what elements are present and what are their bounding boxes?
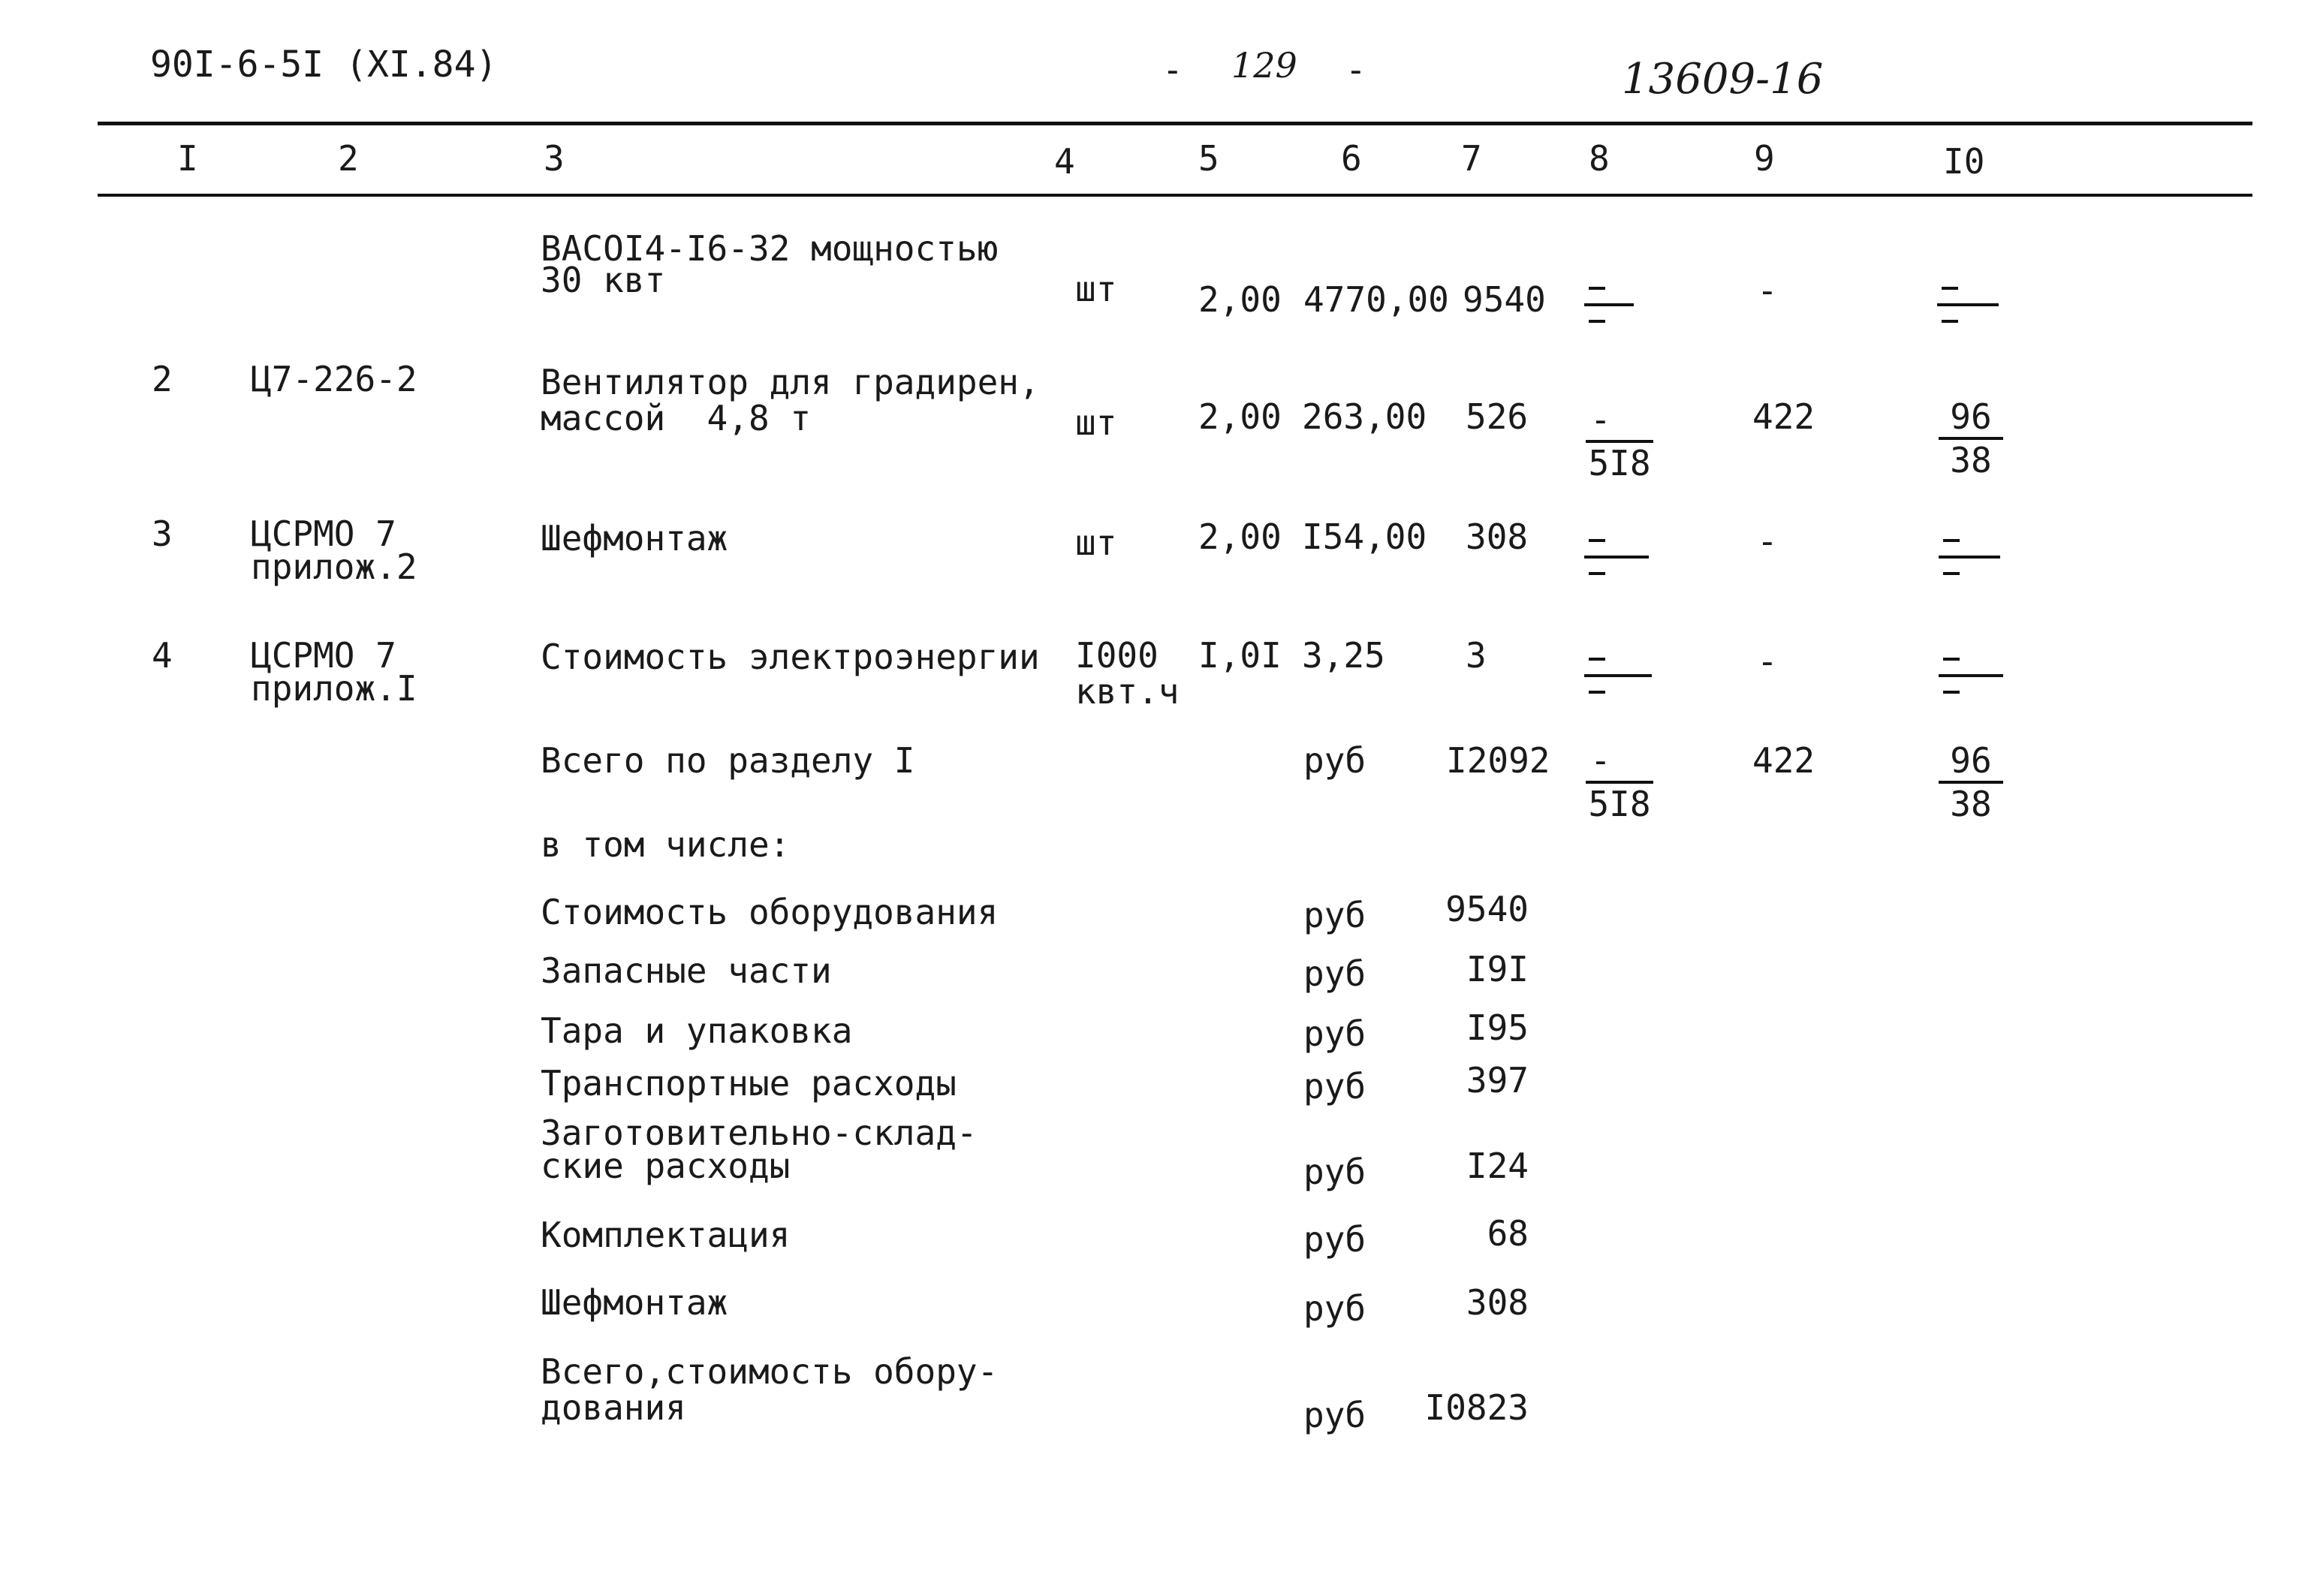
breakdown-unit: руб [1303,1066,1366,1107]
col-header-1: I [177,138,198,179]
fraction-numerator: 96 [1950,740,1992,781]
section-total-col10-fraction [1939,740,2003,824]
breakdown-label: Транспортные расходы [541,1063,957,1104]
col-header-8: 8 [1589,138,1610,179]
fraction-denominator: 38 [1950,784,1992,824]
row-col10-fraction [1939,396,2003,480]
section-total-col9: 422 [1752,740,1815,781]
row-total: 308 [1466,516,1529,557]
breakdown-value: I24 [1466,1146,1529,1186]
row-name-line1: Вентилятор для градирен, [541,362,1040,402]
section-total-value: I2092 [1446,740,1550,781]
empty-fraction-mark [1584,535,1652,580]
col-header-2: 2 [338,138,359,179]
breakdown-label: Шефмонтаж [541,1282,728,1323]
fraction-numerator: - [1590,740,1611,781]
page-dash-right: - [1345,50,1366,90]
fraction-denominator: 5I8 [1588,443,1651,483]
row-total: 9540 [1463,279,1546,320]
row-price: 4770,00 [1303,279,1449,320]
row-unit: шт [1075,269,1117,309]
col-header-4: 4 [1054,141,1075,182]
empty-fraction-mark [1584,282,1637,327]
breakdown-label-line2: ские расходы [541,1146,791,1186]
row-code-line1: ЦСРМО 7 [251,635,396,676]
breakdown-unit: руб [1303,953,1366,994]
breakdown-value: 9540 [1445,889,1529,929]
breakdown-label: Тара и упаковка [541,1010,853,1051]
row-price: I54,00 [1302,516,1427,557]
row-number: 4 [152,635,173,676]
row-col9: 422 [1752,396,1815,437]
row-col9: - [1757,521,1778,562]
col-header-6: 6 [1341,138,1362,179]
breakdown-value: 397 [1466,1060,1529,1101]
row-code: Ц7-226-2 [251,359,417,399]
row-quantity: I,0I [1198,635,1282,676]
row-total: 526 [1466,396,1529,437]
inventory-number: 13609-16 [1622,55,1824,104]
including-label: в том числе: [541,824,791,865]
row-name: Стоимость электроэнергии [541,637,1040,677]
row-col9: - [1757,270,1778,311]
breakdown-label: Стоимость оборудования [541,892,999,932]
breakdown-unit: руб [1303,1152,1366,1192]
row-total: 3 [1466,635,1487,676]
row-col8-fraction [1586,399,1653,483]
breakdown-unit: руб [1303,895,1366,935]
breakdown-unit: руб [1303,1219,1366,1260]
page-dash-left: - [1162,50,1183,90]
breakdown-value: 68 [1487,1213,1529,1254]
row-name-line1: BACOI4-I6-32 мощностью [541,228,999,269]
col-header-9: 9 [1754,138,1775,179]
row-unit-line2: квт.ч [1075,671,1180,712]
row-unit: шт [1075,522,1117,563]
row-quantity: 2,00 [1198,396,1282,437]
row-unit: шт [1075,402,1117,443]
empty-fraction-mark [1584,653,1655,698]
breakdown-value: 308 [1466,1282,1529,1323]
row-number: 2 [152,359,173,399]
empty-fraction-mark [1939,535,2003,580]
col-header-10: I0 [1943,141,1985,182]
fraction-numerator: - [1590,399,1611,440]
row-code-line2: прилож.2 [251,547,417,587]
breakdown-value: I0823 [1424,1387,1529,1428]
fraction-numerator: 96 [1950,396,1992,437]
row-unit-line1: I000 [1075,635,1159,676]
fraction-denominator: 38 [1950,440,1992,480]
section-total-col8-fraction [1586,740,1653,824]
section-total-unit: руб [1303,740,1366,781]
col-header-3: 3 [544,138,565,179]
breakdown-label: Запасные части [541,950,832,991]
row-name-line2: 30 квт [541,260,666,300]
row-price: 263,00 [1302,396,1427,437]
row-price: 3,25 [1302,635,1385,676]
breakdown-unit: руб [1303,1395,1366,1435]
page-number: 129 [1231,45,1297,86]
breakdown-label-line1: Всего,стоимость обору- [541,1351,999,1392]
row-name: Шефмонтаж [541,518,728,559]
row-quantity: 2,00 [1198,516,1282,557]
empty-fraction-mark [1937,282,2002,327]
document-code: 90I-6-5I (XI.84) [150,44,498,86]
table-top-rule [98,122,2252,125]
row-number: 3 [152,513,173,554]
breakdown-label-line1: Заготовительно-склад- [541,1113,978,1153]
col-header-7: 7 [1461,138,1482,179]
fraction-denominator: 5I8 [1588,784,1651,824]
breakdown-label-line2: дования [541,1387,686,1428]
breakdown-unit: руб [1303,1288,1366,1329]
breakdown-value: I9I [1466,949,1529,989]
row-col9: - [1757,641,1778,682]
row-code-line2: прилож.I [251,668,417,709]
row-name-line2: массой 4,8 т [541,398,812,438]
table-header-rule [98,194,2252,197]
breakdown-value: I95 [1466,1007,1529,1048]
section-total-label: Всего по разделу I [541,740,915,781]
empty-fraction-mark [1939,653,2006,698]
col-header-5: 5 [1198,138,1219,179]
breakdown-label: Комплектация [541,1215,791,1255]
row-quantity: 2,00 [1198,279,1282,320]
breakdown-unit: руб [1303,1013,1366,1054]
row-code-line1: ЦСРМО 7 [251,513,396,554]
